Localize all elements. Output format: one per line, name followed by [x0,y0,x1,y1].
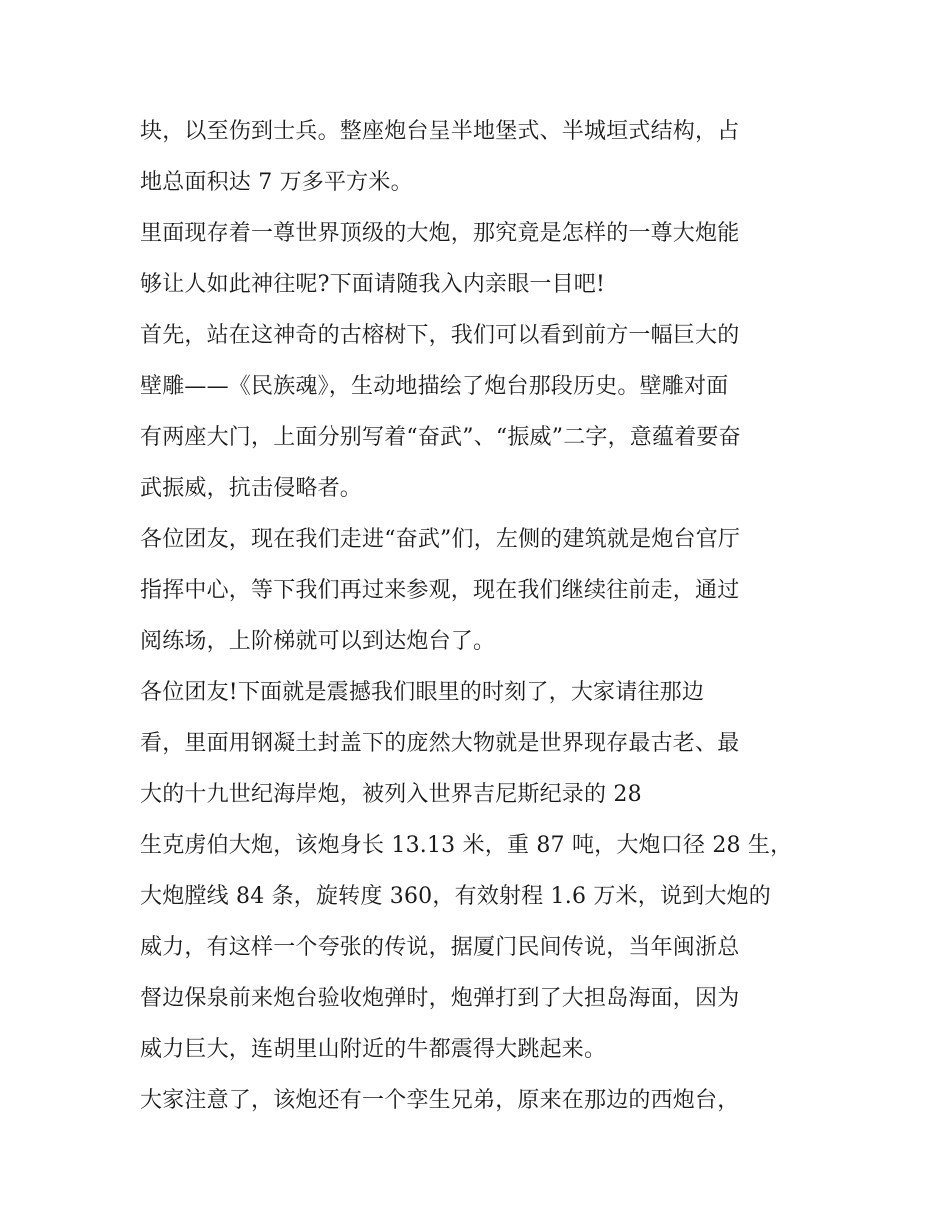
text-line: 武振威，抗击侵略者。 [140,476,363,501]
body-text [140,106,830,1126]
text-line: 够让人如此神往呢?下面请随我入内亲眼一目吧! [140,272,606,297]
text-line: 督边保泉前来炮台验收炮弹时，炮弹打到了大担岛海面，因为 [140,986,740,1011]
text-line: 看，里面用钢凝土封盖下的庞然大物就是世界现存最古老、最 [140,731,740,756]
text-line: 大的十九世纪海岸炮，被列入世界吉尼斯纪录的 28 [140,782,642,807]
text-line: 各位团友，现在我们走进“奋武”们，左侧的建筑就是炮台官厅 [140,527,741,552]
text-line: 块，以至伤到士兵。整座炮台呈半地堡式、半城垣式结构，占 [140,119,740,144]
text-line: 大炮膛线 84 条，旋转度 360，有效射程 1.6 万米，说到大炮的 [140,884,771,909]
text-line: 生克虏伯大炮，该炮身长 13.13 米，重 87 吨，大炮口径 28 生， [140,833,793,858]
text-line: 里面现存着一尊世界顶级的大炮，那究竟是怎样的一尊大炮能 [140,221,740,246]
text-line: 威力巨大，连胡里山附近的牛都震得大跳起来。 [140,1037,607,1062]
text-line: 阅练场，上阶梯就可以到达炮台了。 [140,629,496,654]
text-line: 首先，站在这神奇的古榕树下，我们可以看到前方一幅巨大的 [140,323,740,348]
text-line: 有两座大门，上面分别写着“奋武”、“振威”二字，意蕴着要奋 [140,425,741,450]
text-line: 大家注意了，该炮还有一个孪生兄弟，原来在那边的西炮台， [140,1088,740,1113]
text-line: 威力，有这样一个夸张的传说，据厦门民间传说，当年闽浙总 [140,935,740,960]
text-line: 各位团友!下面就是震撼我们眼里的时刻了，大家请往那边 [140,680,705,705]
text-line: 地总面积达 7 万多平方米。 [140,170,413,195]
text-line: 指挥中心，等下我们再过来参观，现在我们继续往前走，通过 [140,578,740,603]
text-line: 壁雕——《民族魂》，生动地描绘了炮台那段历史。壁雕对面 [140,374,729,399]
